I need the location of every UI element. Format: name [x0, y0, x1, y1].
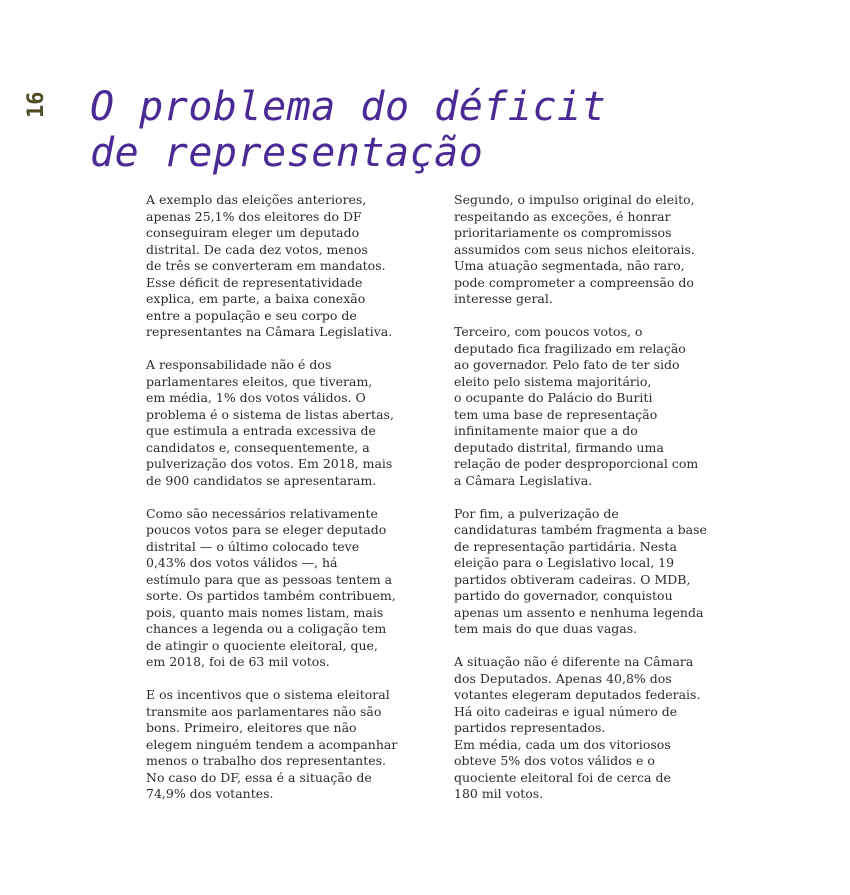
paragraph-line: pode comprometer a compreensão do [454, 274, 694, 290]
paragraph-line: de representação partidária. Nesta [454, 538, 677, 554]
paragraph-line: 0,43% dos votos válidos —, há [146, 555, 338, 570]
paragraph-line: infinitamente maior que a do [454, 423, 638, 438]
paragraph-line: deputado distrital, firmando uma [454, 439, 664, 455]
paragraph-line: entre a população e seu corpo de [146, 307, 357, 323]
paragraph-line: de três se converteram em mandatos. [146, 258, 386, 273]
paragraph-line: partidos obtiveram cadeiras. O MDB, [454, 571, 691, 587]
paragraph-line: Uma atuação segmentada, não raro, [454, 258, 685, 273]
paragraph-line: A responsabilidade não é dos [146, 357, 332, 372]
paragraph-line: representantes na Câmara Legislativa. [146, 324, 393, 339]
paragraph-line: assumidos com seus nichos eleitorais. [454, 241, 695, 257]
paragraph-line: menos o trabalho dos representantes. [146, 753, 387, 768]
left-text-column [146, 192, 446, 819]
paragraph-line: Por fim, a pulverização de [454, 505, 619, 521]
body-paragraph [454, 192, 754, 308]
body-paragraph [454, 654, 754, 803]
paragraph-line: interesse geral. [454, 291, 553, 306]
paragraph-line: de atingir o quociente eleitoral, que, [146, 637, 378, 653]
paragraph-line: partido do governador, conquistou [454, 588, 673, 603]
body-paragraph [454, 506, 754, 638]
article-title-line: O problema do déficit [90, 84, 607, 130]
paragraph-line: deputado fica fragilizado em relação [454, 340, 686, 356]
paragraph-line: apenas 25,1% dos eleitores do DF [146, 208, 362, 224]
body-paragraph [146, 506, 446, 671]
paragraph-line: Como são necessários relativamente [146, 505, 378, 521]
paragraph-line: transmite aos parlamentares não são [146, 703, 382, 719]
article-title [90, 84, 790, 176]
paragraph-line: chances a legenda ou a coligação tem [146, 621, 387, 636]
paragraph-line: bons. Primeiro, eleitores que não [146, 720, 357, 735]
paragraph-line: No caso do DF, essa é a situação de [146, 769, 372, 785]
body-paragraph [146, 192, 446, 341]
paragraph-line: tem uma base de representação [454, 406, 658, 422]
paragraph-line: relação de poder desproporcional com [454, 456, 699, 471]
paragraph-line: dos Deputados. Apenas 40,8% dos [454, 670, 672, 686]
paragraph-line: de 900 candidatos se apresentaram. [146, 472, 377, 488]
paragraph-line: tem mais do que duas vagas. [454, 621, 638, 636]
paragraph-line: que estimula a entrada excessiva de [146, 423, 376, 438]
paragraph-line: estímulo para que as pessoas tentem a [146, 571, 393, 587]
paragraph-line: E os incentivos que o sistema eleitoral [146, 687, 390, 702]
paragraph-line: em 2018, foi de 63 mil votos. [146, 654, 330, 669]
paragraph-line: quociente eleitoral foi de cerca de [454, 769, 671, 785]
paragraph-line: partidos representados. [454, 720, 606, 735]
paragraph-line: votantes elegeram deputados federais. [454, 687, 701, 702]
page-number: 16 [24, 91, 49, 118]
paragraph-line: Em média, cada um dos vitoriosos [454, 736, 671, 752]
paragraph-line: distrital — o último colocado teve [146, 538, 360, 554]
paragraph-line: parlamentares eleitos, que tiveram, [146, 373, 373, 389]
paragraph-line: Segundo, o impulso original do eleito, [454, 192, 695, 207]
paragraph-line: 74,9% dos votantes. [146, 786, 274, 801]
paragraph-line: pois, quanto mais nomes listam, mais [146, 604, 384, 620]
paragraph-line: conseguiram eleger um deputado [146, 225, 360, 240]
paragraph-line: distrital. De cada dez votos, menos [146, 241, 368, 257]
paragraph-line: eleito pelo sistema majoritário, [454, 373, 652, 389]
paragraph-line: a Câmara Legislativa. [454, 472, 593, 488]
paragraph-line: A exemplo das eleições anteriores, [146, 192, 367, 207]
paragraph-line: o ocupante do Palácio do Buriti [454, 390, 653, 405]
right-text-column [454, 192, 754, 819]
paragraph-line: Esse déficit de representatividade [146, 274, 363, 290]
paragraph-line: poucos votos para se eleger deputado [146, 522, 387, 537]
paragraph-line: explica, em parte, a baixa conexão [146, 291, 366, 306]
paragraph-line: respeitando as exceções, é honrar [454, 208, 671, 224]
paragraph-line: em média, 1% dos votos válidos. O [146, 390, 366, 405]
paragraph-line: A situação não é diferente na Câmara [454, 654, 694, 669]
paragraph-line: elegem ninguém tendem a acompanhar [146, 736, 398, 752]
paragraph-line: candidatos e, consequentemente, a [146, 439, 370, 455]
paragraph-line: apenas um assento e nenhuma legenda [454, 604, 704, 620]
paragraph-line: candidaturas também fragmenta a base [454, 522, 707, 537]
body-paragraph [454, 324, 754, 489]
body-paragraph [146, 687, 446, 803]
paragraph-line: Há oito cadeiras e igual número de [454, 703, 678, 719]
paragraph-line: pulverização dos votos. Em 2018, mais [146, 456, 393, 471]
paragraph-line: sorte. Os partidos também contribuem, [146, 588, 396, 603]
article-title-line: de representação [90, 130, 484, 176]
body-paragraph [146, 357, 446, 489]
paragraph-line: obteve 5% dos votos válidos e o [454, 753, 655, 768]
paragraph-line: 180 mil votos. [454, 786, 544, 801]
paragraph-line: prioritariamente os compromissos [454, 225, 672, 240]
paragraph-line: Terceiro, com poucos votos, o [454, 324, 643, 339]
paragraph-line: eleição para o Legislativo local, 19 [454, 555, 675, 570]
paragraph-line: ao governador. Pelo fato de ter sido [454, 357, 680, 372]
paragraph-line: problema é o sistema de listas abertas, [146, 406, 394, 422]
